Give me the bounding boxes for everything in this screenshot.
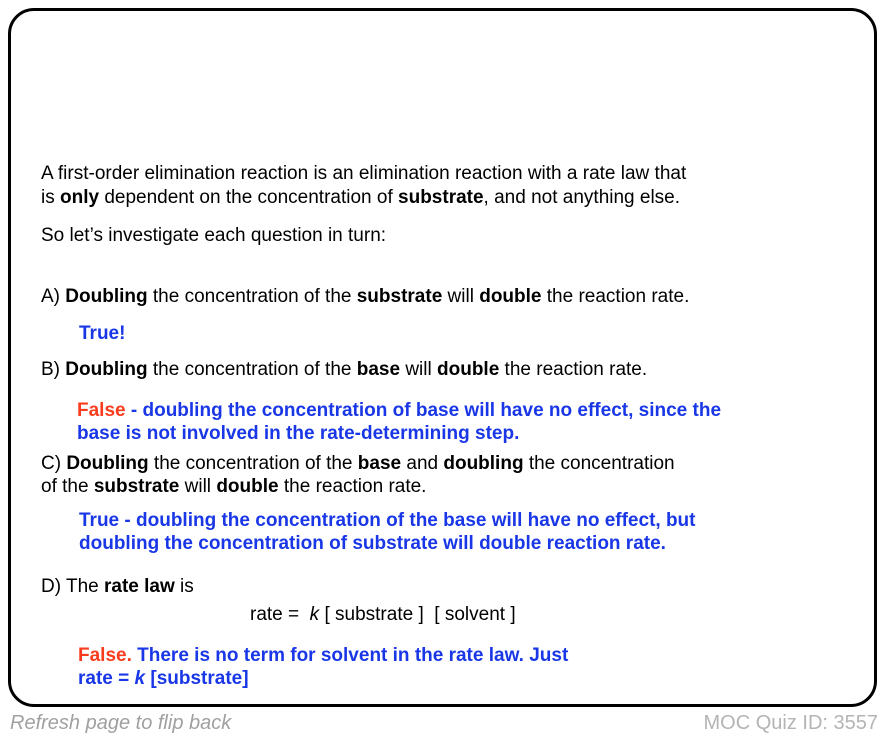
- answer-d: False. There is no term for solvent in the rate law. Just rate = k [substrate]: [78, 645, 569, 689]
- question-d: D) The rate law is: [41, 576, 194, 597]
- question-b: B) Doubling the concentration of the base will double the reaction rate.: [41, 359, 648, 380]
- answer-c: True - doubling the concentration of the base will have no effect, but doubling the concentration of substrate will double reaction rate.: [79, 510, 696, 554]
- question-a: A) Doubling the concentration of the substrate will double the reaction rate.: [41, 286, 690, 307]
- answer-a: True!: [79, 323, 126, 344]
- intro-paragraph: A first-order elimination reaction is an elimination reaction with a rate law that is only dependent on the concentration of substrate, and not anything else.: [41, 163, 687, 208]
- question-c: C) Doubling the concentration of the base and doubling the concentration of the substrate will double the reaction rate.: [41, 453, 675, 497]
- rate-law-equation: rate = k [ substrate ] [ solvent ]: [250, 604, 516, 625]
- flashcard: [8, 8, 877, 707]
- quiz-id: MOC Quiz ID: 3557: [703, 712, 878, 734]
- investigate-line: So let’s investigate each question in turn:: [41, 225, 387, 246]
- answer-b: False - doubling the concentration of base will have no effect, since the base is not involved in the rate-determining step.: [77, 400, 722, 444]
- flip-hint: Refresh page to flip back: [10, 712, 232, 734]
